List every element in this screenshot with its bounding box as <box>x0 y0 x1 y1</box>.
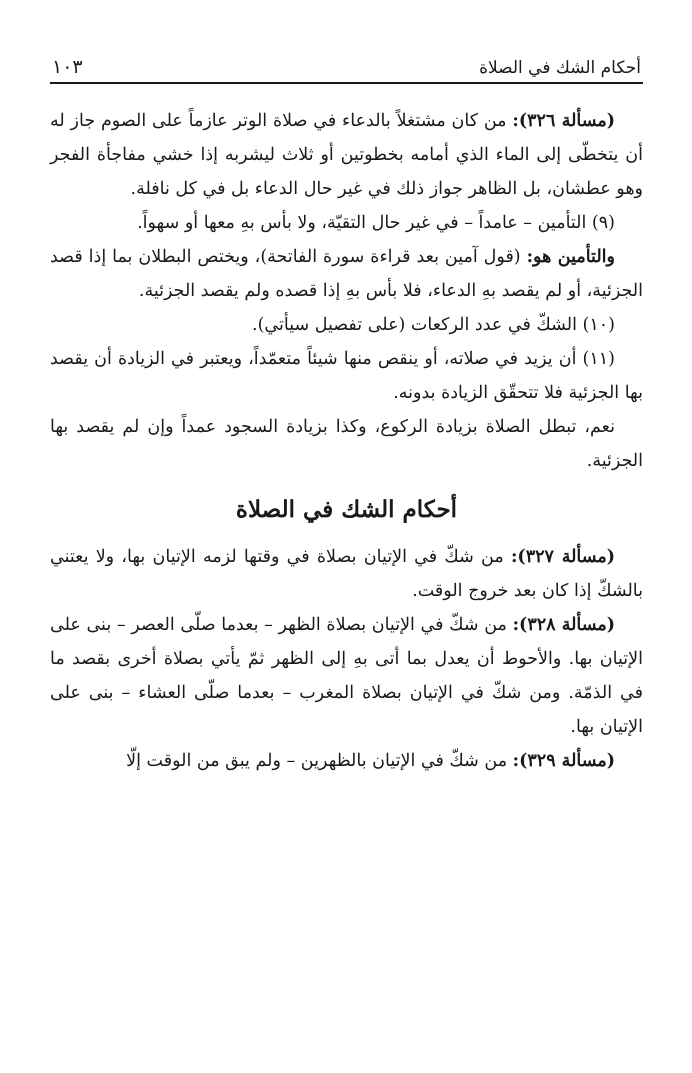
paragraph-lead: (مسألة ٣٢٩): <box>512 751 615 771</box>
paragraph-text: من شكّ في الإتيان بالظهرين – ولم يبق من الوقت إلّا <box>126 751 513 771</box>
paragraph-lead: (مسألة ٣٢٦): <box>512 111 616 131</box>
paragraph <box>50 744 643 778</box>
paragraph <box>50 240 643 308</box>
paragraph-text: (١١) أن يزيد في صلاته، أو ينقص منها شيئاً متعمّداً، ويعتبر في الزيادة أن يقصد بها الجزئية فلا تتحقّق الزيادة بدونه. <box>50 349 643 403</box>
paragraph-lead: (مسألة ٣٢٧): <box>510 547 616 567</box>
paragraph-lead: والتأمين هو: <box>526 247 615 267</box>
paragraph-text: (١٠) الشكّ في عدد الركعات (على تفصيل سيأتي). <box>252 315 615 335</box>
paragraph <box>50 104 643 206</box>
paragraph <box>50 342 643 410</box>
running-header <box>50 56 643 84</box>
paragraph-text: (قول آمين بعد قراءة سورة الفاتحة)، ويختص البطلان بما إذا قصد الجزئية، أو لم يقصد بهِ الدعاء، فلا بأس بهِ إذا قصده ولم يقصد الجزئية. <box>50 247 643 301</box>
paragraph-text: (٩) التأمين – عامداً – في غير حال التقيّة، ولا بأس بهِ معها أو سهواً. <box>137 213 615 233</box>
paragraph <box>50 608 643 744</box>
paragraph-lead: (مسألة ٣٢٨): <box>512 615 616 635</box>
section-title: أحكام الشك في الصلاة <box>235 496 458 523</box>
paragraph <box>50 308 643 342</box>
page-body <box>50 84 643 778</box>
paragraph <box>50 206 643 240</box>
paragraph <box>50 410 643 478</box>
paragraph-text: نعم، تبطل الصلاة بزيادة الركوع، وكذا بزيادة السجود عمداً وإن لم يقصد بها الجزئية. <box>50 417 643 471</box>
paragraph-text: من شكّ في الإتيان بصلاة الظهر – بعدما صلّى العصر – بنى على الإتيان بها. والأحوط أن يعدل بما أتى بهِ إلى الظهر ثمّ يأتي بصلاة أخرى بقصد ما في الذمّة. ومن شكّ في الإتيان بصلاة المغرب – بعدما صلّى العشاء – بنى على الإتيان بها. <box>50 615 643 737</box>
page-number: ١٠٣ <box>52 56 83 78</box>
paragraph-text: من شكّ في الإتيان بصلاة في وقتها لزمه الإتيان بها، ولا يعتني بالشكّ إذا كان بعد خروج الوقت. <box>50 547 643 601</box>
document-page <box>50 56 643 778</box>
running-title: أحكام الشك في الصلاة <box>479 58 641 78</box>
paragraph-text: من كان مشتغلاً بالدعاء في صلاة الوتر عازماً على الصوم جاز له أن يتخطّى إلى الماء الذي أمامه بخطوتين أو ثلاث ليشربه إذا خشي مفاجأة الفجر وهو عطشان، بل الظاهر جواز ذلك في غير حال الدعاء بل في كل نافلة. <box>50 111 643 199</box>
paragraph <box>50 540 643 608</box>
